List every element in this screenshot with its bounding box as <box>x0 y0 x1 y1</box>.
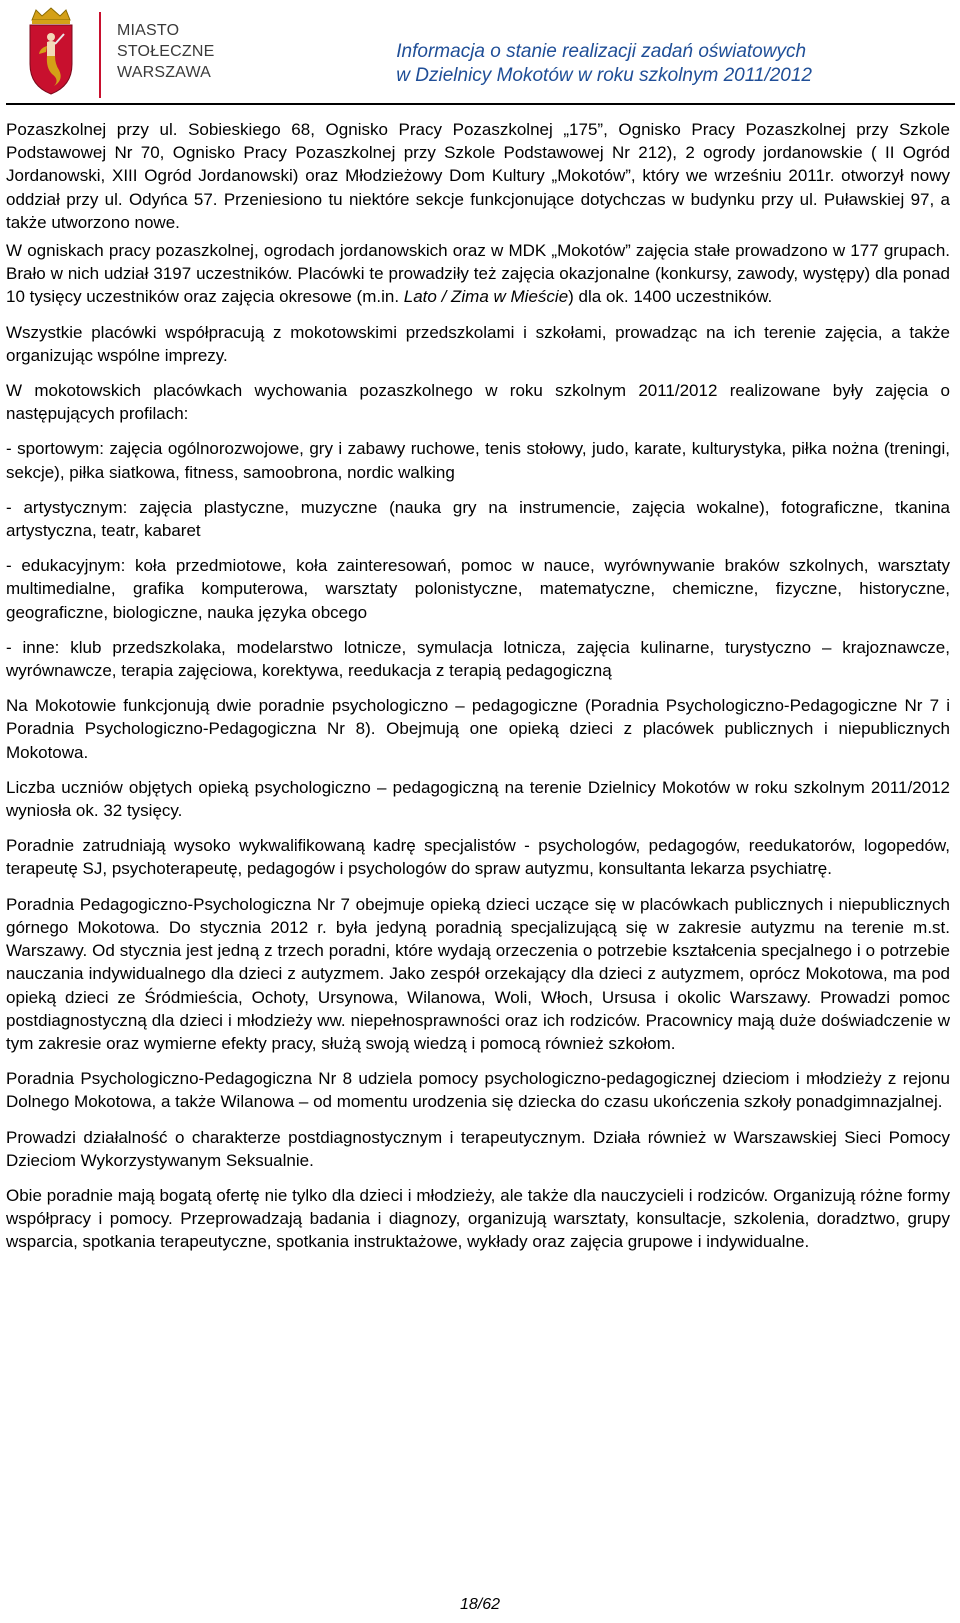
document-title <box>396 40 812 88</box>
header-rule <box>6 103 955 105</box>
profile-list-item: - sportowym: zajęcia ogólnorozwojowe, gry i zabawy ruchowe, tenis stołowy, judo, karate, kulturystyka, piłka nożna (treningi, sekcje), piłka siatkowa, fitness, samoobrona, nordic walking <box>6 439 950 482</box>
paragraph: Poradnia Pedagogiczno-Psychologiczna Nr 7 obejmuje opieką dzieci uczące się w placówkach publicznych i niepublicznych górnego Mokotowa. Do stycznia 2012 r. była jedyną poradnią specjalizującą się w zakresie autyzmu na terenie m.st. Warszawy. Od stycznia jest jedną z trzech poradni, które wydają orzeczenia o potrzebie kształcenia specjalnego i o potrzebie nauczania indywidualnego dla dzieci z autyzmem. Jako zespół orzekający dla dzieci z autyzmem, oprócz Mokotowa, ma pod opieką dzieci ze Śródmieścia, Ochoty, Ursynowa, Wilanowa, Woli, Włoch, Ursusa i okolic Warszawy. Prowadzi pomoc postdiagnostyczną dla dzieci i młodzieży ww. niepełnosprawności oraz ich rodziców. Pracownicy mają duże doświadczenie w tym zakresie oraz wymierne efekty pracy, służą swoją wiedzą i pomocą również szkołom. <box>6 894 950 1053</box>
paragraph: Poradnie zatrudniają wysoko wykwalifikowaną kadrę specjalistów - psychologów, pedagogów, reedukatorów, logopedów, terapeutę SJ, psychoterapeutę, pedagogów i psychologów do spraw autyzmu, konsultanta lekarza psychiatrę. <box>6 836 950 879</box>
logo-line-1: MIASTO <box>117 22 180 39</box>
profile-list-item: - edukacyjnym: koła przedmiotowe, koła zainteresowań, pomoc w nauce, wyrównywanie braków szkolnych, warsztaty multimedialne, grafika komputerowa, warsztaty polonistyczne, matematyczne, chemiczne, fizyczne, historyczne, geograficzne, biologiczne, nauka języka obcego <box>6 556 950 622</box>
paragraph: Poradnia Psychologiczno-Pedagogiczna Nr 8 udziela pomocy psychologiczno-pedagogicznej dzieciom i młodzieży z rejonu Dolnego Mokotowa, a także Wilanowa – od momentu urodzenia się dziecka do czasu ukończenia szkoły ponadgimnazjalnej. <box>6 1069 950 1112</box>
document-title-line-2: w Dzielnicy Mokotów w roku szkolnym 2011/2012 <box>396 65 812 86</box>
paragraph: Prowadzi działalność o charakterze postdiagnostycznym i terapeutycznym. Działa również w Warszawskiej Sieci Pomocy Dzieciom Wykorzystywanym Seksualnie. <box>6 1127 950 1170</box>
paragraph: W mokotowskich placówkach wychowania pozaszkolnego w roku szkolnym 2011/2012 realizowane były zajęcia o następujących profilach: <box>6 381 950 424</box>
paragraph: Wszystkie placówki współpracują z mokotowskimi przedszkolami i szkołami, prowadząc na ich terenie zajęcia, a także organizując wspólne imprezy. <box>6 322 950 365</box>
city-logo-text <box>117 20 215 83</box>
document-body <box>6 118 950 1266</box>
logo-divider <box>99 12 101 98</box>
paragraph: Liczba uczniów objętych opieką psychologiczno – pedagogiczną na terenie Dzielnicy Mokotów w roku szkolnym 2011/2012 wyniosła ok. 32 tysięcy. <box>6 777 950 821</box>
paragraph: Na Mokotowie funkcjonują dwie poradnie psychologiczno – pedagogiczne (Poradnia Psychologiczno-Pedagogiczne Nr 7 i Poradnia Psychologiczno-Pedagogiczna Nr 8). Obejmują one opieką dzieci z placówek publicznych i niepublicznych Mokotowa. <box>6 696 950 762</box>
paragraph: Pozaszkolnej przy ul. Sobieskiego 68, Ognisko Pracy Pozaszkolnej „175”, Ognisko Pracy Pozaszkolnej przy Szkole Podstawowej Nr 70, Ognisko Pracy Pozaszkolnej przy Szkole Podstawowej Nr 212), 2 ogrody jordanowskie ( II Ogród Jordanowski, XIII Ogród Jordanowski) oraz Młodzieżowy Dom Kultury „Mokotów”, który we wrześniu 2011r. otworzył nowy oddział przy ul. Odyńca 57. Przeniesiono tu niektóre sekcje funkcjonujące dotychczas w budynku przy ul. Puławskiej 97, a także utworzono nowe. <box>6 120 950 232</box>
paragraph: Obie poradnie mają bogatą ofertę nie tylko dla dzieci i młodzieży, ale także dla nauczycieli i rodziców. Organizują różne formy współpracy i pomocy. Przeprowadzają badania i diagnozy, organizują warsztaty, konsultacje, szkolenia, doradztwo, grupy wsparcia, spotkania terapeutyczne, spotkania instruktażowe, wykłady oraz zajęcia grupowe i indywidualne. <box>6 1185 950 1252</box>
profile-list-item: - artystycznym: zajęcia plastyczne, muzyczne (nauka gry na instrumencie, zajęcia wokalne), fotograficzne, tkanina artystyczna, teatr, kabaret <box>6 497 950 541</box>
logo-line-2: STOŁECZNE <box>117 43 215 60</box>
profile-list-item: - inne: klub przedszkolaka, modelarstwo lotnicze, symulacja lotnicza, zajęcia kulinarne, turystyczno – krajoznawcze, wyrównawcze, terapia zajęciowa, korektywa, reedukacja z terapią pedagogiczną <box>6 637 950 681</box>
warsaw-mermaid-crest-icon <box>24 6 78 96</box>
document-title-line-1: Informacja o stanie realizacji zadań oświatowych <box>396 41 807 62</box>
paragraph: W ogniskach pracy pozaszkolnej, ogrodach jordanowskich oraz w MDK „Mokotów” zajęcia stałe prowadzono w 177 grupach. Brało w nich udział 3197 uczestników. Placówki te prowadziły też zajęcia okazjonalne (konkursy, zawody, występy) dla ponad 10 tysięcy uczestników oraz zajęcia okresowe (m.in. Lato / Zima w Mieście) dla ok. 1400 uczestników. <box>6 241 950 307</box>
page-header <box>0 0 960 112</box>
logo-line-3: WARSZAWA <box>117 64 212 81</box>
page-number: 18/62 <box>459 1596 501 1613</box>
